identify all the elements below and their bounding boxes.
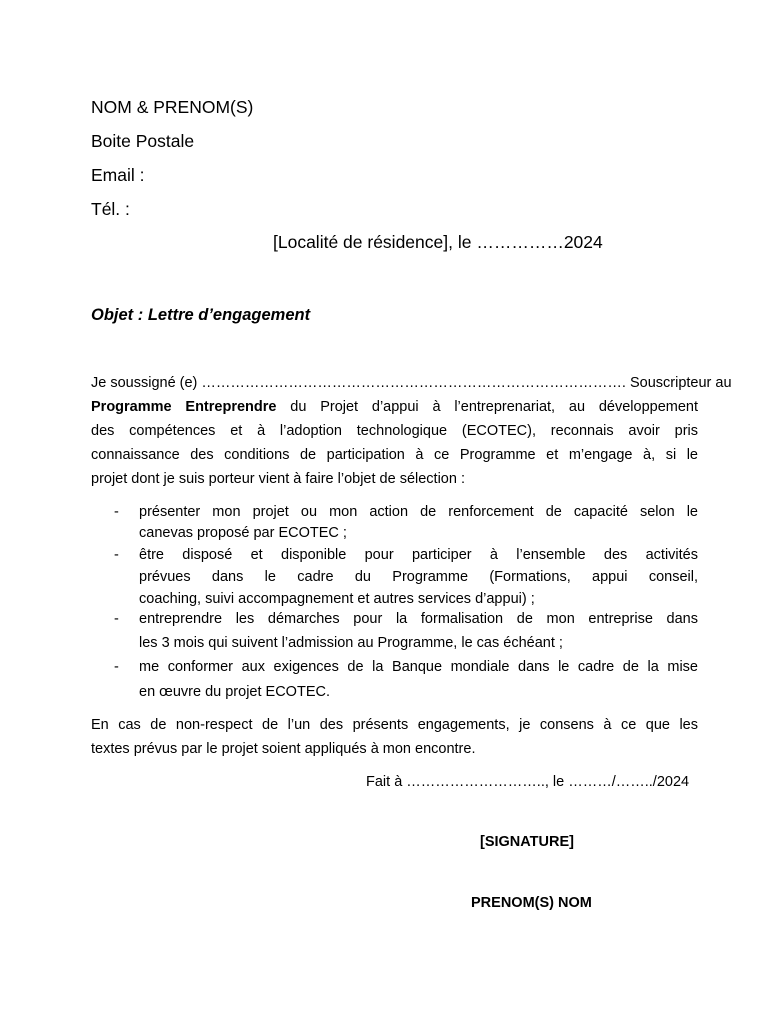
closing-line: textes prévus par le projet soient appliqués à mon encontre. [91, 741, 476, 757]
list-item-line: canevas proposé par ECOTEC ; [139, 525, 347, 541]
list-item-line: présenter mon projet ou mon action de renforcement de capacité selon le [139, 504, 698, 520]
signatory-name: PRENOM(S) NOM [471, 895, 592, 911]
done-at-line: Fait à ……………………….., le ………/……../2024 [366, 774, 690, 790]
place-date-line: [Localité de résidence], le ……………2024 [273, 232, 603, 252]
sender-email-label: Email : [91, 165, 145, 185]
list-item [139, 502, 698, 544]
list-item-line: prévues dans le cadre du Programme (Formations, appui conseil, [139, 569, 698, 585]
list-item [139, 655, 698, 705]
intro-line: connaissance des conditions de participation à ce Programme et m’engage à, si le [91, 447, 698, 463]
list-item-line: me conformer aux exigences de la Banque mondiale dans le cadre de la mise [139, 659, 698, 675]
list-item-line: coaching, suivi accompagnement et autres services d’appui) ; [139, 591, 535, 607]
signature-placeholder: [SIGNATURE] [480, 834, 574, 850]
bullet-marker: - [114, 547, 119, 563]
sender-name: NOM & PRENOM(S) [91, 97, 254, 117]
intro-paragraph [91, 371, 732, 491]
intro-line: des compétences et à l’adoption technologique (ECOTEC), reconnais avoir pris [91, 423, 698, 439]
list-item-line: être disposé et disponible pour participer à l’ensemble des activités [139, 547, 698, 563]
program-name: Programme Entreprendre [91, 399, 277, 415]
bullet-marker: - [114, 659, 119, 675]
intro-line-rest: du Projet d’appui à l’entreprenariat, au développement [276, 399, 698, 415]
list-item [139, 544, 698, 610]
letter-subject: Objet : Lettre d’engagement [91, 306, 311, 324]
intro-line: projet dont je suis porteur vient à faire l’objet de sélection : [91, 471, 465, 487]
sender-postal-box: Boite Postale [91, 131, 195, 151]
sender-phone-label: Tél. : [91, 199, 130, 219]
list-item-line: les 3 mois qui suivent l’admission au Programme, le cas échéant ; [139, 635, 563, 651]
intro-line [91, 395, 698, 419]
list-item-line: en œuvre du projet ECOTEC. [139, 684, 330, 700]
bullet-marker: - [114, 504, 119, 520]
list-item-line: entreprendre les démarches pour la formalisation de mon entreprise dans [139, 611, 698, 627]
bullet-marker: - [114, 611, 119, 627]
intro-line: Je soussigné (e) ……………………………………………………………………………. Souscripteur au [91, 375, 732, 391]
list-item [139, 607, 698, 655]
closing-paragraph [91, 713, 698, 761]
closing-line: En cas de non-respect de l’un des présents engagements, je consens à ce que les [91, 717, 698, 733]
